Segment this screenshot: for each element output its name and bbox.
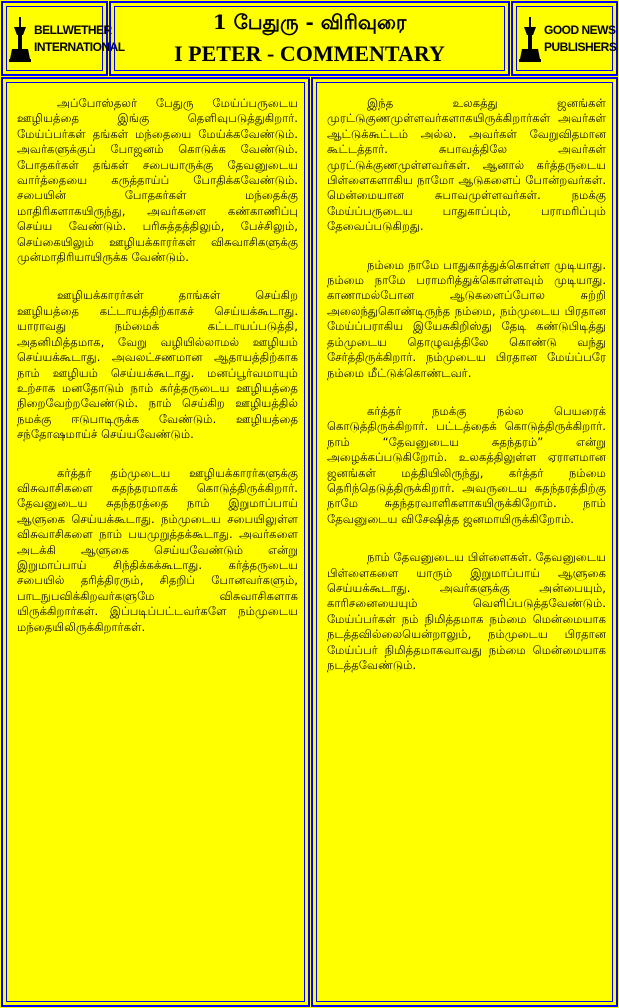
paragraph: நாம் தேவனுடைய பிள்ளைகள். தேவனுடைய பிள்ளைகளை யாரும் இறுமாப்பாய் ஆளுகை செய்யக்கூடாது. அவர்களுக்கு அன்பையும், காரிசனையையும் வெளிப்படுத்தவேண்டும். மேய்ப்பர்கள் நம் நிமித்தமாக நம்மை மென்மையாக நடத்தவில்லையென்றாலும், நம்முடைய பிரதான மேய்ப்பர் நிமித்தமாகவாவது நம்மை மென்மையாக நடத்தவேண்டும். <box>327 550 606 672</box>
right-column <box>311 77 618 1007</box>
paragraph: நம்மை நாமே பாதுகாத்துக்கொள்ள முடியாது. நம்மை நாமே பராமரித்துக்கொள்ளவும் முடியாது. காணாமல்போன ஆடுகளைப்போல சுற்றி அலைந்துகொண்டிருந்த நம்மை, நம்முடைய பிரதான மேய்ப்பராகிய இயேசுகிறிஸ்து தேடி கண்டுபிடித்து தம்முடைய தொழுவத்திலே கொண்டு வந்து சேர்த்திருக்கிறார். நம்முடைய பிரதான மேய்ப்பரே நம்மை மீட்டுக்கொண்டவர். <box>327 257 606 380</box>
right-column-text <box>327 96 606 696</box>
logo-right-line2: PUBLISHERS <box>544 39 617 54</box>
title-box <box>109 1 510 76</box>
paragraph: ஊழியக்காரர்கள் தாங்கள் செய்கிற ஊழியத்தை கட்டாயத்திற்காகச் செய்யக்கூடாது. யாராவது நம்மைக் கட்டாயப்படுத்தி, அதனிமித்தமாக, வேறு வழியில்லாமல் ஊழியம் செய்யக்கூடாது. அவலட்சணமான ஆதாயத்திற்காக நாம் ஊழியம் செய்யக்கூடாது. மனப்பூர்வமாயும் உற்சாக மனதோடும் நாம் கர்த்தருடைய ஊழியத்தை நிறைவேற்றவேண்டும். நாம் செய்கிற ஊழியத்தில் நமக்கு ஈடுபாடிருக்க வேண்டும். ஊழியத்தை சந்தோஷமாய்ச் செய்யவேண்டும். <box>17 288 298 442</box>
title-tamil: 1 பேதுரு - விரிவுரை <box>212 10 407 34</box>
paragraph: இந்த உலகத்து ஜனங்கள் முரட்டுகுணமுள்ளவர்களாகயிருக்கிறார்கள் அவர்கள் ஆட்டுக்கூட்டம் அல்ல. அவர்கள் வேறுவிதமான கூட்டத்தார். சுபாவத்திலே அவர்கள் முரட்டுக்குணமுள்ளவர்கள். ஆனால் கர்த்தருடைய பிள்ளைகளாகிய நாமோ ஆடுகளைப் போன்றவர்கள். மென்மையான சுபாவமுள்ளவர்கள். நமக்கு மேய்ப்பருடைய பாதுகாப்பும், பராமரிப்பும் தேவைப்படுகிறது. <box>327 96 606 234</box>
title-english: I PETER - COMMENTARY <box>174 41 445 66</box>
paragraph: கர்த்தர் தம்முடைய ஊழியக்காரர்களுக்கு விசுவாசிகளை சுதந்தரமாகக் கொடுத்திருக்கிறார். தேவனுடைய சுதந்தரத்தை நாம் இறுமாப்பாய் ஆளுகை செய்யக்கூடாது. நம்முடைய சபையிலுள்ள விசுவாசிகளை நாம் பயமுறுத்தக்கூடாது. அவர்களை அடக்கி ஆளுகை செய்யவேண்டும் என்று இறுமாப்பாய் சிந்திக்கக்கூடாது. கர்த்தருடைய சபையில் தரித்திரரும், சிதறிப் போனவர்களும், பாடநுபவிக்கிறவர்களுமே விசுவாசிகளாக யிருக்கிறார்கள். இப்படிப்பட்டவர்களே நம்முடைய மந்தையிலிருக்கிறார்கள். <box>17 465 298 634</box>
logo-left-line2: INTERNATIONAL <box>34 39 125 54</box>
paragraph: கர்த்தர் நமக்கு நல்ல பெயரைக் கொடுத்திருக்கிறார். பட்டத்தைக் கொடுத்திருக்கிறார். நாம் “தேவனுடைய சுதந்தரம்” என்று அழைக்கப்படுகிறோம். உலகத்திலுள்ள ஏராளமான ஜனங்கள் மத்தியிலிருந்து, கர்த்தர் நம்மை தெரிந்தெடுத்திருக்கிறார். அவருடைய சுதந்தரத்திற்கு நாமே சுதந்தரவாளிகளாகயிருக்கிறோம். நாம் தேவனுடைய விசேஷித்த ஜனமாயிருக்கிறோம். <box>327 403 606 526</box>
left-column <box>1 77 310 1007</box>
lamp-icon <box>9 15 31 63</box>
lamp-icon <box>519 15 541 63</box>
logo-left-line1: BELLWETHER <box>34 22 112 37</box>
paragraph: அப்போஸ்தலர் பேதுரு மேய்ப்பருடைய ஊழியத்தை இங்கு தெளிவுபடுத்துகிறார். மேய்ப்பர்கள் தங்கள் மந்தையை மேய்க்கவேண்டும். அவர்களுக்குப் போஜனம் கொடுக்க வேண்டும். போதகர்கள் தங்கள் சபையாருக்கு தேவனுடைய வார்த்தையை கருத்தாய்ப் போதிக்கவேண்டும். சபையின் போதகர்கள் மந்தைக்கு மாதிரிகளாகயிருந்து, அவர்களை கண்காணிப்பு செய்ய வேண்டும். பரிசுத்தத்திலும், பேச்சிலும், செய்கையிலும் ஊழியக்காரர்கள் விசுவாசிகளுக்கு முன்மாதிரியாயிருக்க வேண்டும். <box>17 96 298 265</box>
logo-right-text <box>544 22 616 56</box>
publisher-logo-left <box>1 1 125 76</box>
publisher-logo-right <box>511 1 618 76</box>
logo-right-line1: GOOD NEWS <box>544 22 616 37</box>
left-column-text <box>17 96 298 658</box>
